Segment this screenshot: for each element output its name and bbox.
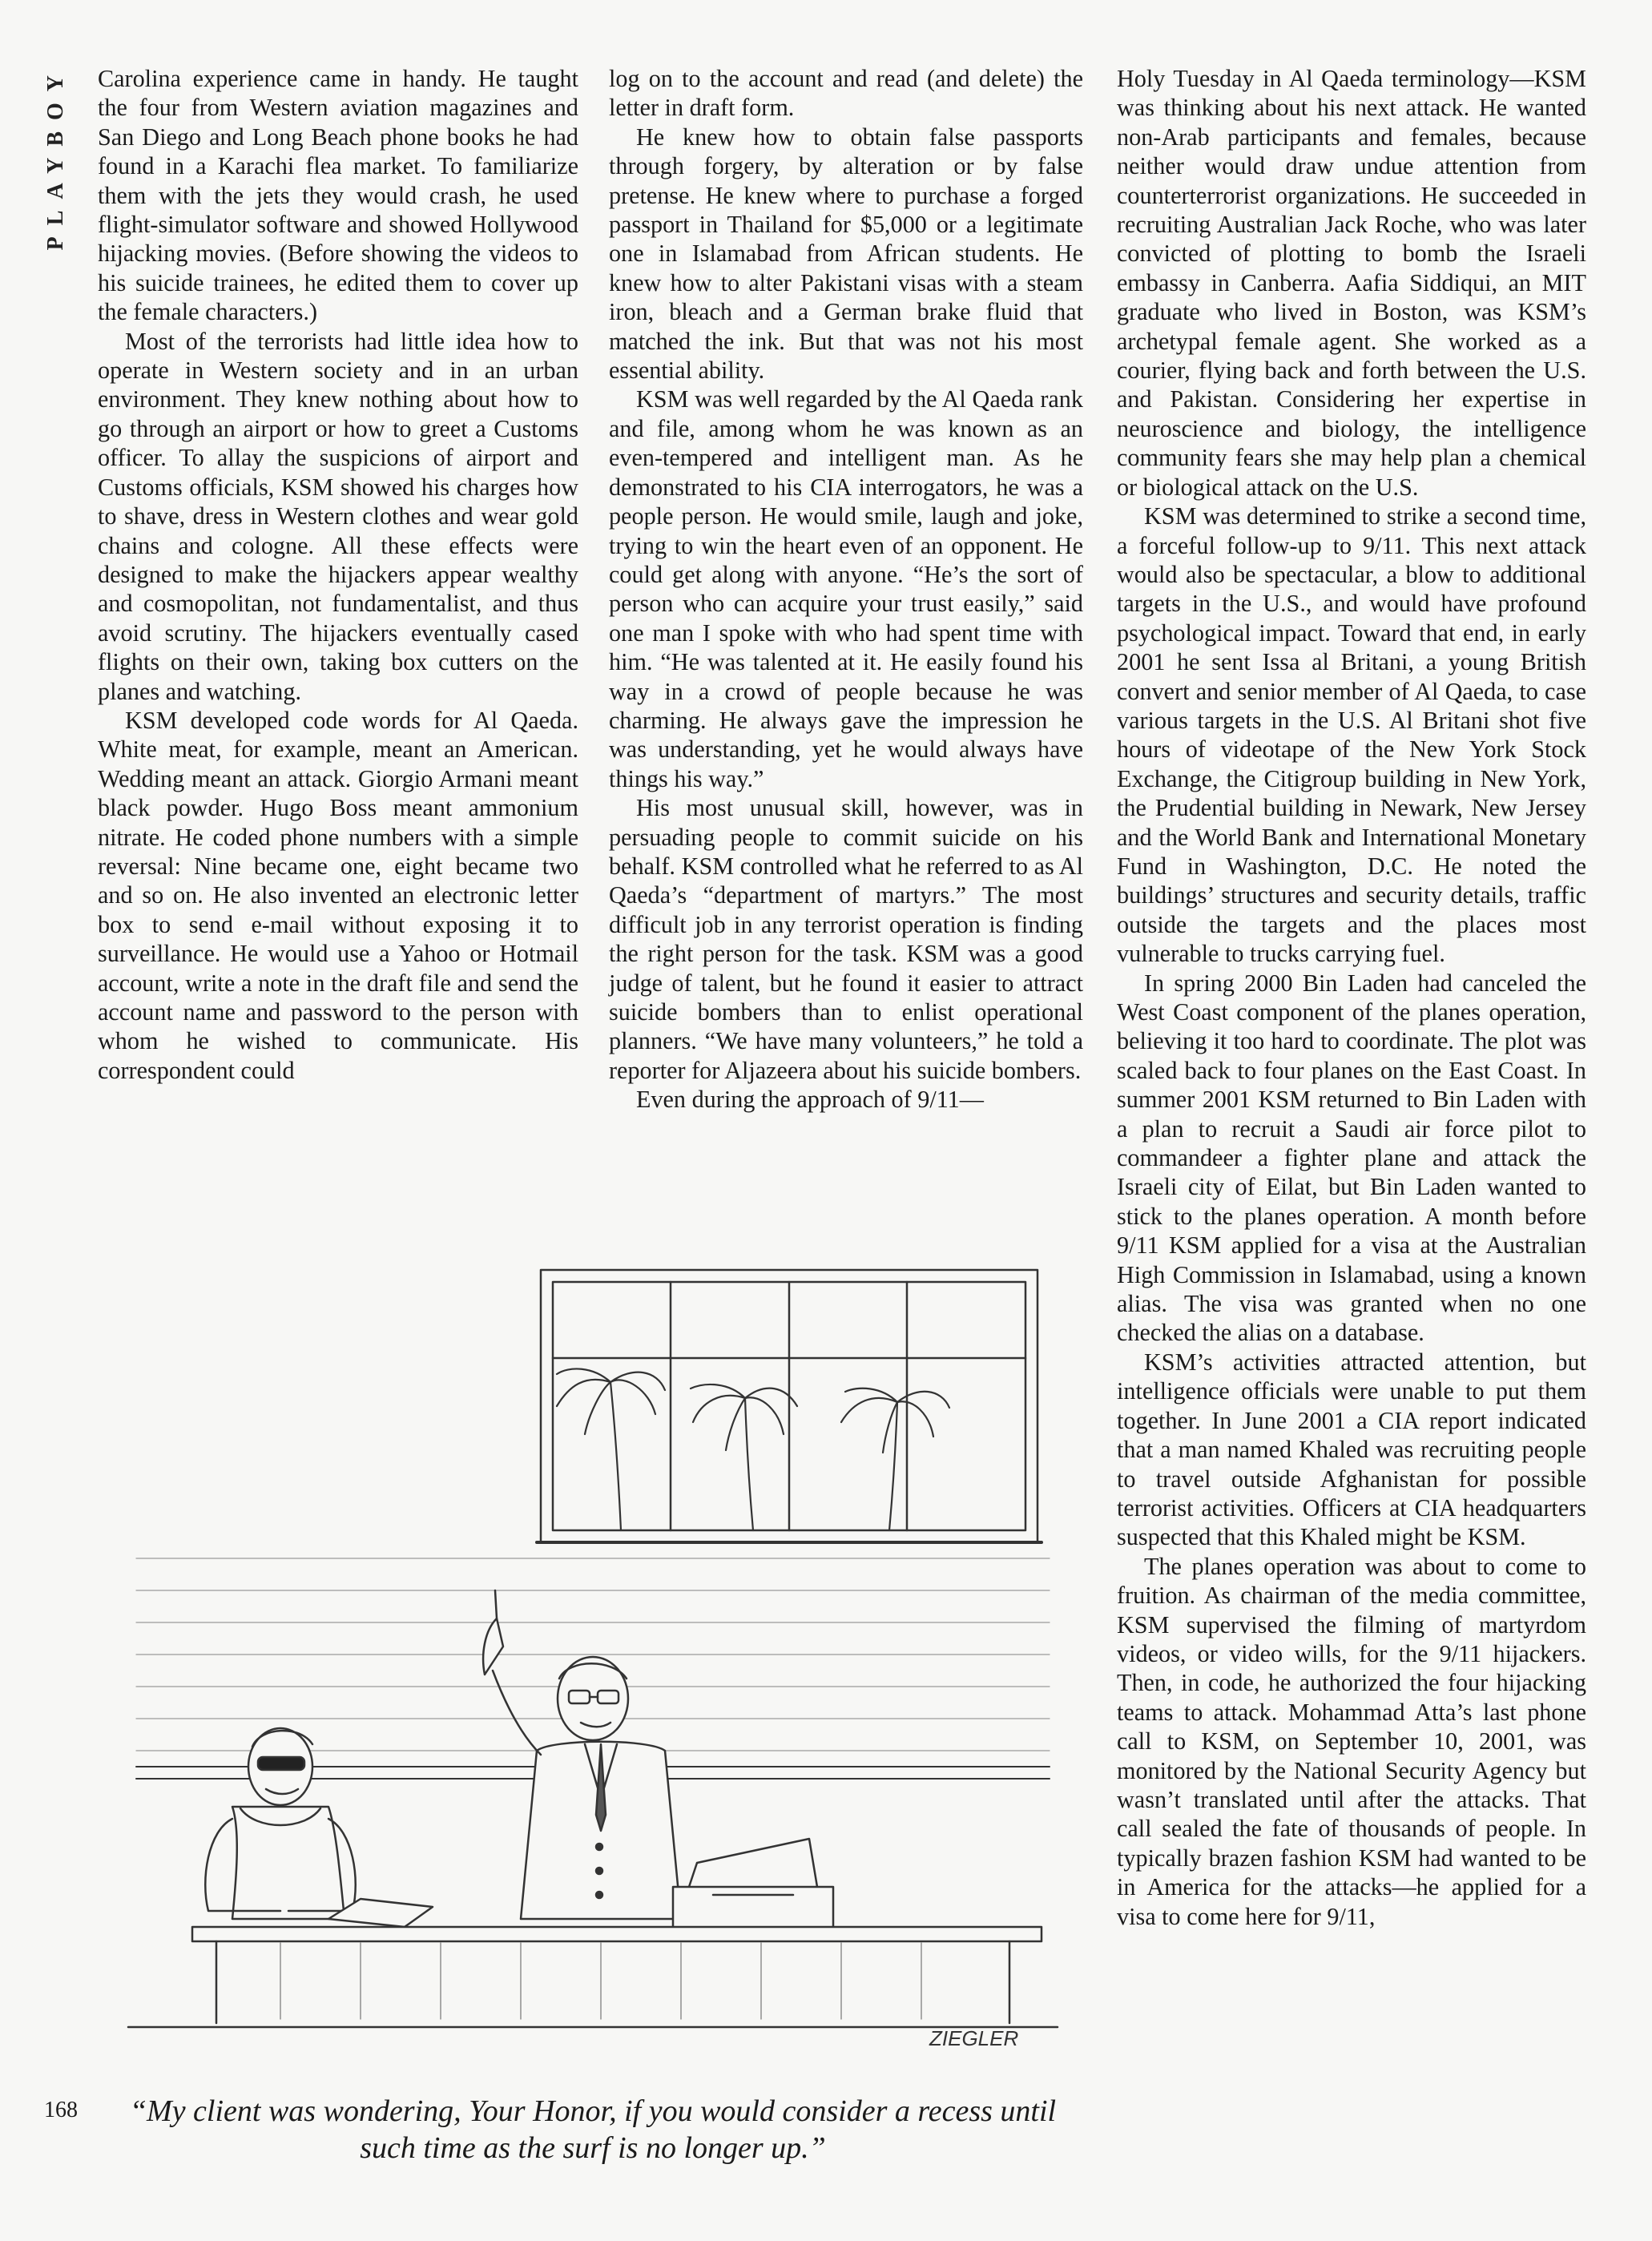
- paragraph: KSM developed code words for Al Qaeda. White meat, for example, meant an American. Wedding meant an attack. Giorgio Armani meant black powder. Hugo Boss meant ammonium nitrate. He coded phone numbers with a simple reversal: Nine became one, eight became two and so on. He also invented an electronic letter box to send e-mail without exposing it to surveillance. He would use a Yahoo or Hotmail account, write a note in the draft file and send the account name and password to the person with whom he wished to communicate. His correspondent could: [98, 706, 578, 1084]
- magazine-name: PLAYBOY: [43, 64, 68, 251]
- page-number: 168: [44, 2098, 78, 2122]
- paragraph: KSM’s activities attracted attention, but intelligence officials were unable to put them together. In June 2001 a CIA report indicated that a man named Khaled was recruiting people to travel outside Afghanistan for possible terrorist activities. Officers at CIA headquarters suspected that this Khaled might be KSM.: [1117, 1348, 1586, 1551]
- paragraph: He knew how to obtain false passports through forgery, by alteration or by false pretense. He knew where to purchase a forged passport in Thailand for $5,000 or a legitimate one in Islamabad from African students. He knew how to alter Pakistani visas with a steam iron, bleach and a German brake fluid that matched the ink. But that was not his most essential ability.: [609, 123, 1083, 385]
- cartoon-signature: ZIEGLER: [929, 2026, 1019, 2050]
- paragraph: KSM was determined to strike a second time, a forceful follow-up to 9/11. This next attack would also be spectacular, a blow to additional targets in the U.S., and would have profound psychological impact. Toward that end, in early 2001 he sent Issa al Britani, a young British convert and senior member of Al Qaeda, to case various targets in the U.S. Al Britani shot five hours of videotape of the New York Stock Exchange, the Citigroup building in New York, the Prudential building in Newark, New Jersey and the World Bank and International Monetary Fund in Washington, D.C. He noted the buildings’ structures and security details, traffic outside the targets and the places most vulnerable to trucks carrying fuel.: [1117, 502, 1586, 968]
- open-briefcase: [673, 1839, 833, 1931]
- defense-table: [128, 1927, 1058, 2027]
- paragraph: log on to the account and read (and delete) the letter in draft form.: [609, 65, 1083, 122]
- paragraph: In spring 2000 Bin Laden had canceled the West Coast component of the planes operation, believing it too hard to coordinate. The plot was scaled back to four planes on the East Coast. In summer 2001 KSM returned to Bin Laden with a plan to recruit a Saudi air force pilot to commandeer a fighter plane and attack the Israeli city of Eilat, but Bin Laden wanted to stick to the planes operation. A month before 9/11 KSM applied for a visa at the Australian High Commission in Islamabad, using a known alias. The visa was granted when no one checked the alias on a database.: [1117, 969, 1586, 1347]
- cartoon-caption: “My client was wondering, Your Honor, if you would consider a recess until such time as the surf is no longer up.”: [129, 2094, 1057, 2165]
- cartoon-drawing: [120, 1254, 1066, 2055]
- article-column-3: [1117, 64, 1586, 1931]
- magazine-running-head: [40, 64, 72, 250]
- surfer-client: [205, 1728, 356, 1919]
- paragraph: KSM was well regarded by the Al Qaeda rank and file, among whom he was known as an even-tempered and intelligent man. As he demonstrated to his CIA interrogators, he was a people person. He would smile, laugh and joke, trying to win the heart even of an opponent. He could get along with anyone. “He’s the sort of person who can acquire your trust easily,” said one man I spoke with who had spent time with him. “He was talented at it. He easily found his way in a crowd of people because he was charming. He always gave the impression he was understanding, yet he would always have things his way.”: [609, 385, 1083, 792]
- paragraph: Holy Tuesday in Al Qaeda terminology—KSM was thinking about his next attack. He wanted non-Arab participants and females, because neither would draw undue attention from counterterrorist organizations. He succeeded in recruiting Australian Jack Roche, who was later convicted of plotting to bomb the Israeli embassy in Canberra. Aafia Siddiqui, an MIT graduate who lived in Boston, was KSM’s archetypal female agent. She worked as a courier, flying back and forth between the U.S. and Pakistan. Considering her expertise in neuroscience and biology, the intelligence community fears she may help plan a chemical or biological attack on the U.S.: [1117, 65, 1586, 501]
- lawyer-figure: [483, 1590, 681, 1919]
- article-column-1: [98, 64, 578, 1085]
- papers-on-table: [328, 1899, 433, 1927]
- paragraph: Carolina experience came in handy. He taught the four from Western aviation magazines and San Diego and Long Beach phone books he had found in a Karachi flea market. To familiarize them with the jets they would crash, he used flight-simulator software and showed Hollywood hijacking movies. (Before showing the videos to his suicide trainees, he edited them to cover up the female characters.): [98, 65, 578, 326]
- article-column-2: [609, 64, 1083, 1114]
- paragraph: His most unusual skill, however, was in persuading people to commit suicide on his behalf. KSM controlled what he referred to as Al Qaeda’s “department of martyrs.” The most difficult job in any terrorist operation is finding the right person for the task. KSM was a good judge of talent, but he found it easier to attract suicide bombers than to enlist operational planners. “We have many volunteers,” he told a reporter for Aljazeera about his suicide bombers.: [609, 794, 1083, 1084]
- paragraph: The planes operation was about to come to fruition. As chairman of the media committee, KSM supervised the filming of martyrdom videos, or video wills, for the 9/11 hijackers. Then, in code, he authorized the four hijacking teams to attack. Mohammad Atta’s last phone call to KSM, on September 10, 2001, was monitored by the National Security Agency but wasn’t translated until after the attacks. That call sealed the fate of thousands of people. In typically brazen fashion KSM had wanted to be in America for the attacks—he applied for a visa to come here for 9/11,: [1117, 1552, 1586, 1930]
- paragraph: Even during the approach of 9/11—: [636, 1086, 984, 1114]
- paragraph: Most of the terrorists had little idea how to operate in Western society and in an urban environment. They knew nothing about how to go through an airport or how to greet a Customs officer. To allay the suspicions of airport and Customs officials, KSM showed his charges how to shave, dress in Western clothes and wear gold chains and cologne. All these effects were designed to make the hijackers appear wealthy and cosmopolitan, not fundamentalist, and thus avoid scrutiny. The hijackers eventually cased flights on their own, taking box cutters on the planes and watching.: [98, 327, 578, 705]
- cartoon-illustration: [120, 1254, 1066, 2055]
